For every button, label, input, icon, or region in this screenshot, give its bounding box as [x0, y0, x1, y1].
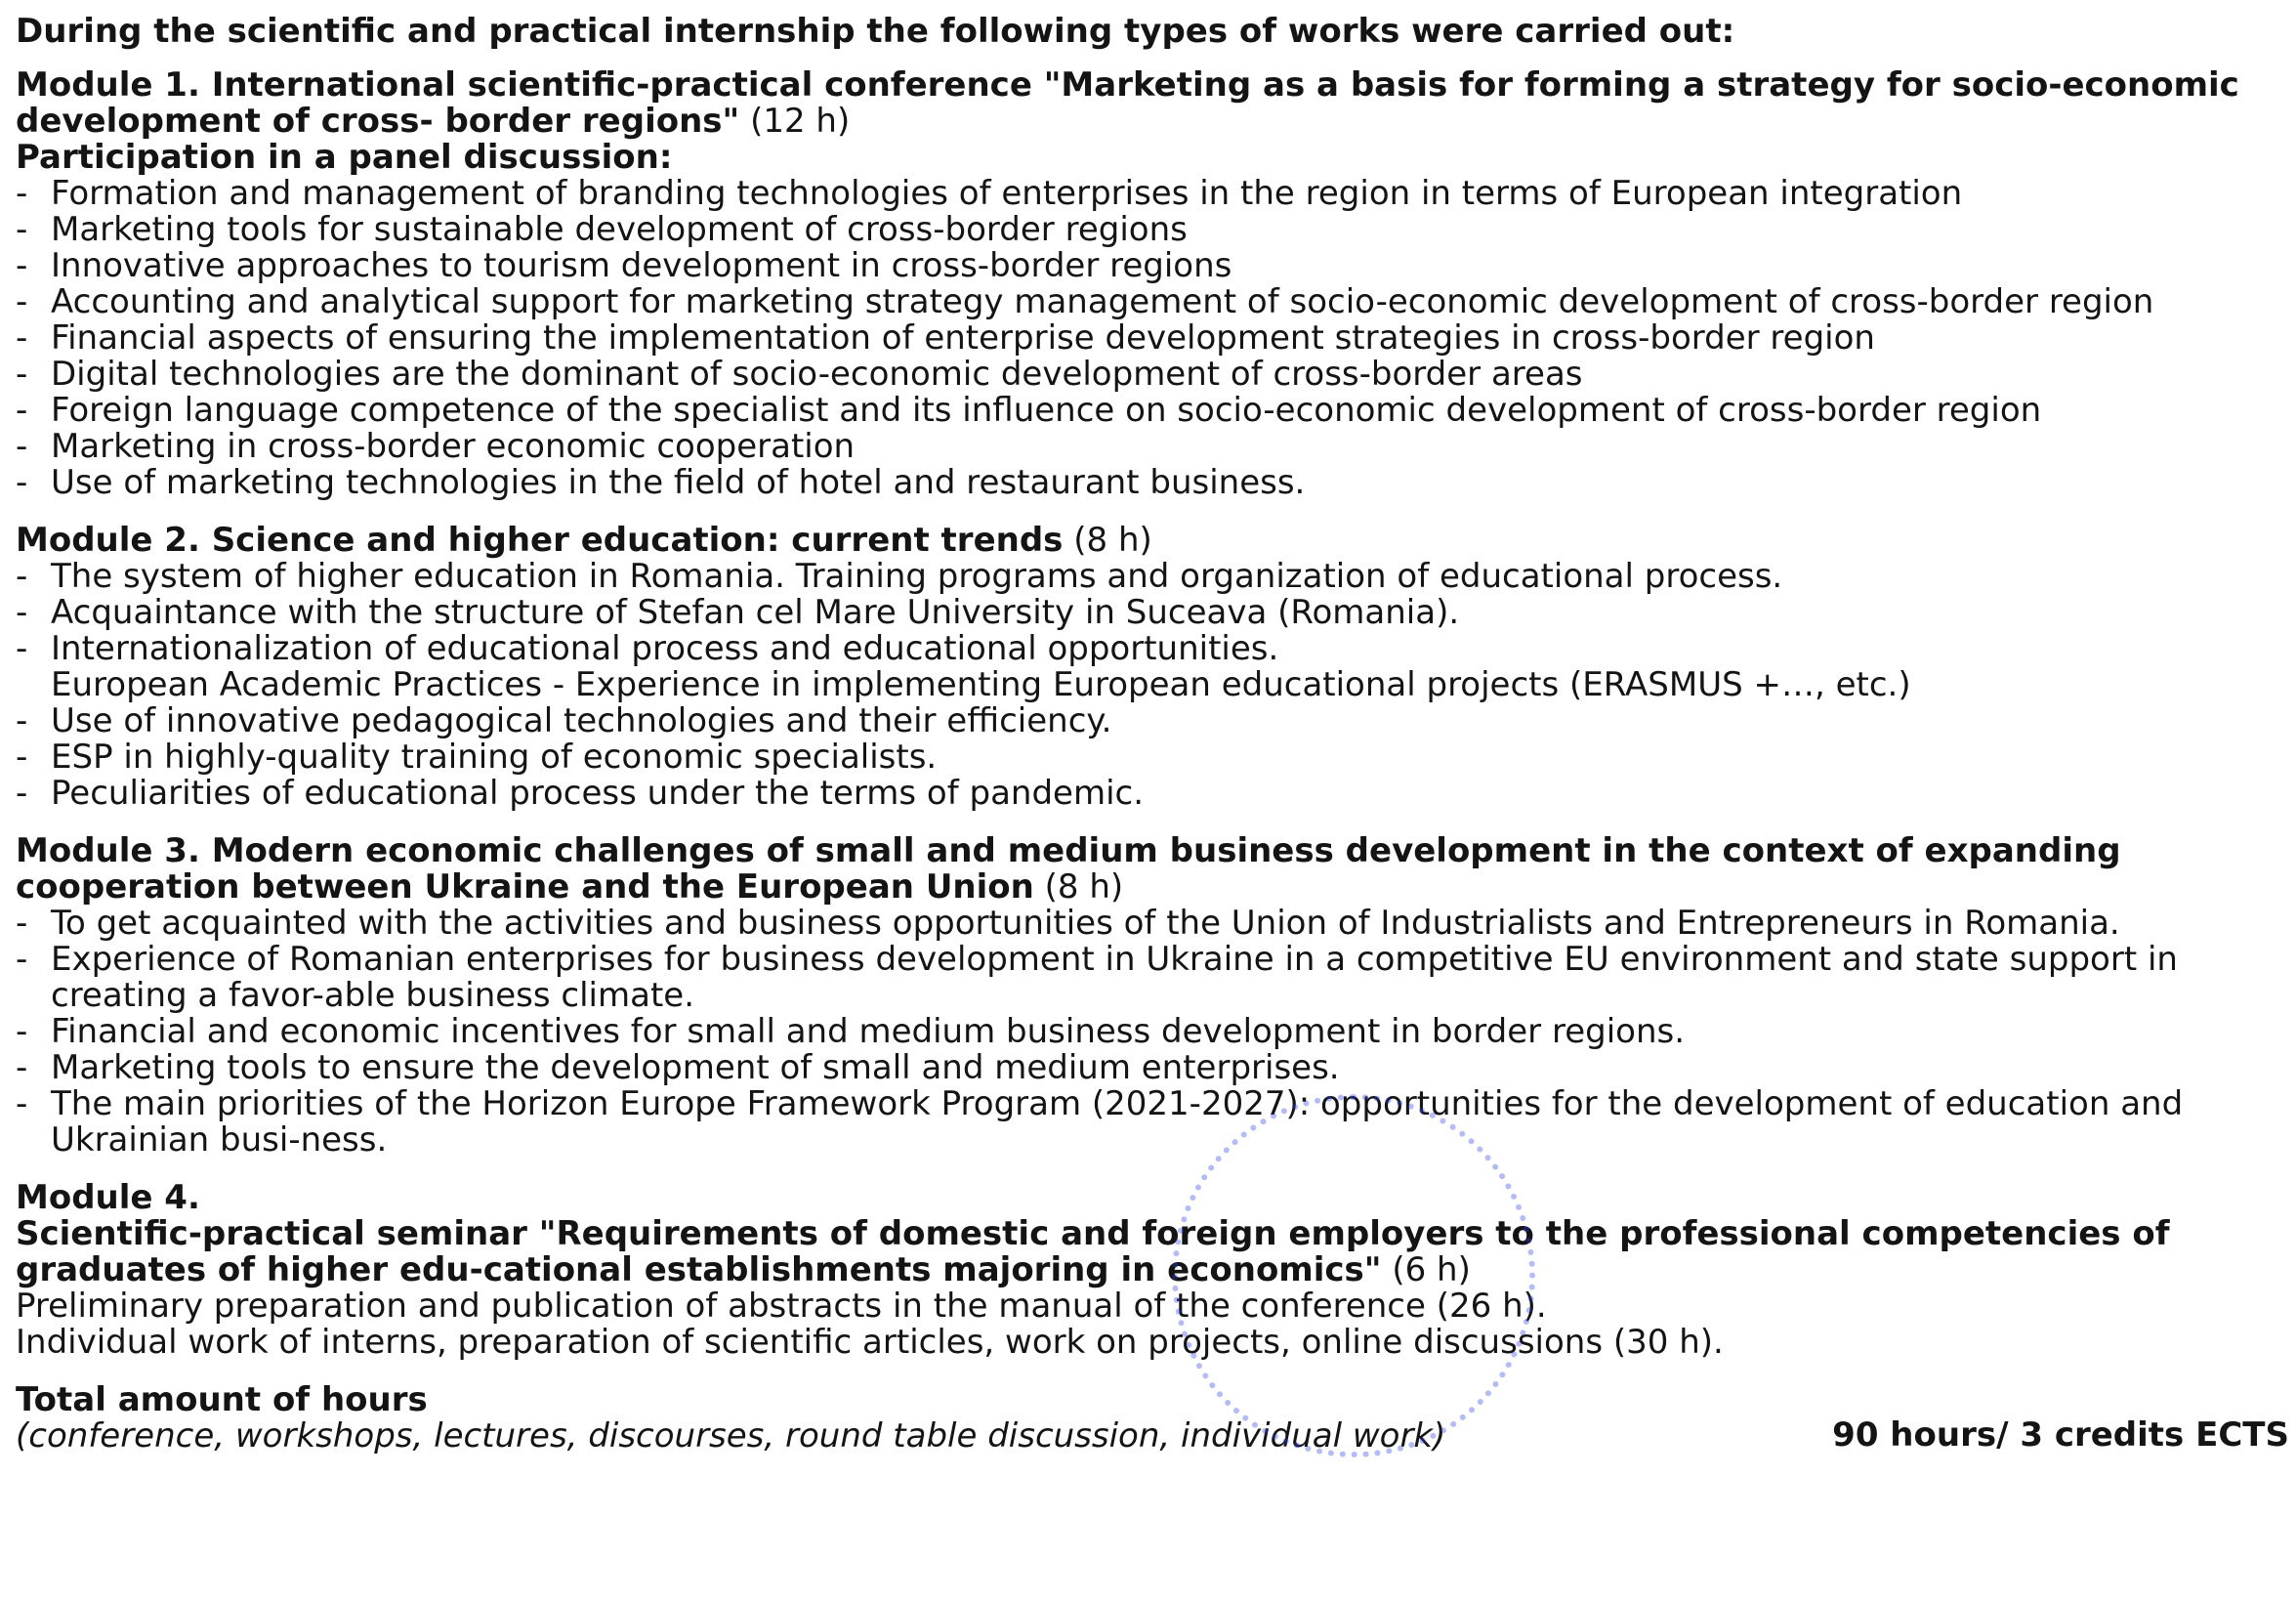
module-2 [16, 523, 2291, 812]
module-4 [16, 1180, 2291, 1361]
list-item: - Experience of Romanian enterprises for business development in Ukraine in a competitive EU environment and state support in creating a favor-able business climate. [16, 940, 2178, 1015]
list-item-continuation: European Academic Practices - Experience in implementing European educational projects (ERASMUS +…, etc.) [51, 665, 1911, 704]
document [16, 14, 2291, 1455]
total-note: (conference, workshops, lectures, discourses, round table discussion, individual work) [16, 1416, 1446, 1456]
list-item: - Accounting and analytical support for marketing strategy management of socio-economic development of cross-border region [16, 282, 2154, 321]
total-title: Total amount of hours [16, 1380, 428, 1419]
list-item: - Use of marketing technologies in the field of hotel and restaurant business. [16, 463, 1306, 502]
module-3-title-line [16, 833, 2291, 906]
module-3-hours: (8 h) [1044, 867, 1124, 907]
document-heading: During the scientific and practical internship the following types of works were carried out: [16, 12, 1735, 51]
list-item: - Marketing tools to ensure the development of small and medium enterprises. [16, 1048, 1340, 1087]
module-1-hours: (12 h) [750, 102, 851, 141]
list-item: - To get acquainted with the activities and business opportunities of the Union of Industrialists and Entrepreneurs in Romania. [16, 904, 2120, 943]
total-value: 90 hours/ 3 credits ECTS [1832, 1415, 2289, 1455]
module-4-line: Individual work of interns, preparation of scientific articles, work on projects, online discussions (30 h). [16, 1323, 1724, 1362]
module-1-title: Module 1. International scientific-practical conference "Marketing as a basis for forming a strategy for socio-economic development of cross- border regions" [16, 65, 2239, 141]
module-3 [16, 833, 2291, 1159]
list-item: - Innovative approaches to tourism development in cross-border regions [16, 246, 1232, 285]
module-4-hours: (6 h) [1392, 1250, 1471, 1289]
module-3-title: Module 3. Modern economic challenges of small and medium business development in the context of expanding cooperation between Ukraine and the European Union [16, 831, 2121, 907]
list-item: - Financial aspects of ensuring the implementation of enterprise development strategies in cross-border region [16, 318, 1875, 358]
list-item: - Peculiarities of educational process under the terms of pandemic. [16, 774, 1145, 813]
list-item: - Internationalization of educational process and educational opportunities. [16, 629, 1279, 668]
module-1-subtitle: Participation in a panel discussion: [16, 138, 673, 177]
list-item: - Digital technologies are the dominant of socio-economic development of cross-border areas [16, 355, 1583, 394]
totals [16, 1382, 2291, 1455]
module-1-items [16, 176, 2291, 501]
module-2-items [16, 559, 2291, 812]
list-item: - Marketing in cross-border economic cooperation [16, 427, 856, 466]
module-4-line: Preliminary preparation and publication of abstracts in the manual of the conference (26 h). [16, 1287, 1547, 1326]
list-item: - ESP in highly-quality training of economic specialists. [16, 738, 938, 777]
list-item: - The system of higher education in Romania. Training programs and organization of educational process. [16, 557, 1783, 596]
module-1 [16, 67, 2291, 501]
module-2-hours: (8 h) [1073, 521, 1152, 560]
module-1-title-line [16, 67, 2291, 140]
list-item: - Foreign language competence of the specialist and its influence on socio-economic development of cross-border region [16, 391, 2042, 430]
module-4-label: Module 4. [16, 1178, 200, 1217]
list-item: - Marketing tools for sustainable development of cross-border regions [16, 210, 1188, 249]
module-2-title-line [16, 523, 2291, 559]
module-4-title-line [16, 1216, 2291, 1288]
list-item: - Financial and economic incentives for small and medium business development in border regions. [16, 1012, 1686, 1051]
list-item: - Use of innovative pedagogical technologies and their efficiency. [16, 701, 1112, 740]
list-item: - Formation and management of branding technologies of enterprises in the region in terms of European integration [16, 174, 1963, 213]
module-3-items [16, 906, 2291, 1159]
list-item: - Acquaintance with the structure of Stefan cel Mare University in Suceava (Romania). [16, 593, 1460, 632]
list-item: - The main priorities of the Horizon Europe Framework Program (2021-2027): opportunities for the development of education and Ukrainian busi-ness. [16, 1084, 2184, 1160]
module-4-title: Scientific-practical seminar "Requirements of domestic and foreign employers to the professional competencies of graduates of higher edu-cational establishments majoring in economics" [16, 1214, 2170, 1289]
module-2-title: Module 2. Science and higher education: current trends [16, 521, 1064, 560]
